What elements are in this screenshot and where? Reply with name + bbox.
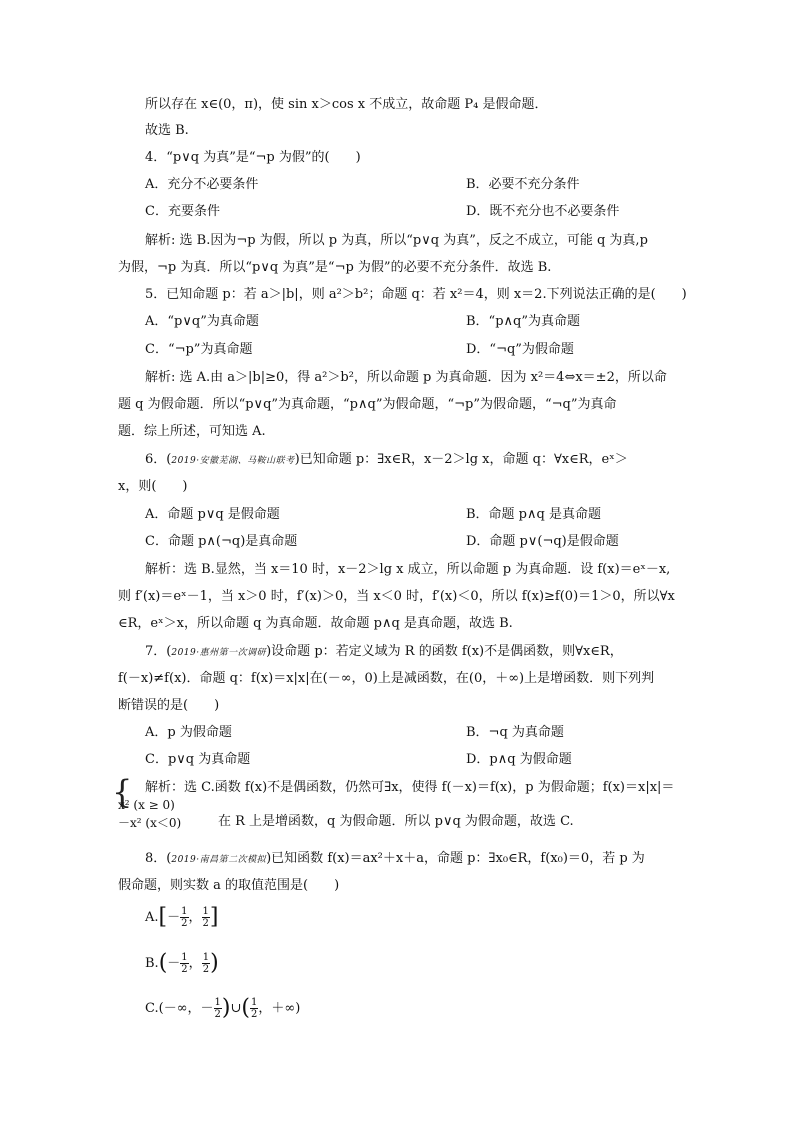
q6-option-a: A．命题 p∨q 是假命题 bbox=[145, 507, 280, 522]
piecewise-case: x² (x ≥ 0) bbox=[118, 798, 175, 812]
question-source: 2019·安徽芜湖、马鞍山联考 bbox=[171, 456, 295, 466]
question-4-stem: 4．“p∨q 为真”是“¬p 为假”的( ) bbox=[145, 150, 361, 165]
question-number: 7．( bbox=[145, 644, 172, 659]
fraction: $\frac{1}{2}$ bbox=[202, 952, 210, 975]
text-line: 故选 B. bbox=[145, 123, 189, 138]
fraction: $\frac{1}{2}$ bbox=[251, 997, 258, 1020]
separator: ， bbox=[188, 910, 202, 925]
option-label: B. bbox=[145, 956, 159, 971]
fraction: $\frac{1}{2}$ bbox=[181, 906, 188, 929]
right-bracket-icon: ] bbox=[209, 904, 219, 930]
separator: ， bbox=[188, 956, 202, 971]
q5-solution: 解析: 选 A.由 a＞|b|≥0，得 a²＞b²，所以命题 p 为真命题．因为 x²＝4⇔x＝±2，所以命 bbox=[145, 370, 667, 385]
q4-option-a: A．充分不必要条件 bbox=[145, 177, 259, 192]
minus-sign: － bbox=[167, 910, 181, 925]
question-text: )已知命题 p：∃x∈R，x－2＞lg x，命题 q：∀x∈R，eˣ＞ bbox=[294, 452, 628, 467]
fraction: $\frac{1}{2}$ bbox=[181, 952, 188, 975]
q5-solution: 题 q 为假命题．所以“p∨q”为真命题，“p∧q”为假命题，“¬p”为假命题，“¬q”为真命 bbox=[118, 397, 617, 412]
q8-option-a bbox=[145, 906, 219, 929]
question-text: )设命题 p：若定义域为 R 的函数 f(x)不是偶函数，则∀x∈R， bbox=[266, 644, 623, 659]
question-source: 2019·惠州第一次调研 bbox=[171, 648, 267, 658]
question-7-stem: 断错误的是( ) bbox=[118, 698, 220, 713]
q7-option-a: A．p 为假命题 bbox=[145, 725, 232, 740]
left-paren-icon: ( bbox=[158, 950, 168, 976]
left-brace-icon: { bbox=[112, 773, 133, 811]
q4-solution: 为假，¬p 为真．所以“p∨q 为真”是“¬p 为假”的必要不充分条件．故选 B. bbox=[118, 260, 552, 275]
q6-option-d: D．命题 p∨(¬q)是假命题 bbox=[466, 534, 619, 549]
q7-option-c: C．p∨q 为真命题 bbox=[145, 752, 251, 767]
right-paren-icon: ) bbox=[221, 995, 231, 1021]
q7-solution: 解析：选 C.函数 f(x)不是偶函数，仍然可∃x，使得 f(－x)＝f(x)，p 为假命题；f(x)＝x|x|＝ bbox=[145, 780, 675, 795]
fraction: $\frac{1}{2}$ bbox=[214, 997, 221, 1020]
piecewise-case: －x² (x＜0) bbox=[118, 816, 182, 830]
q4-option-c: C．充要条件 bbox=[145, 204, 220, 219]
fraction: $\frac{1}{2}$ bbox=[202, 906, 209, 929]
q4-option-b: B．必要不充分条件 bbox=[466, 177, 580, 192]
q5-solution: 题．综上所述，可知选 A. bbox=[118, 424, 266, 439]
question-number: 8．( bbox=[145, 851, 172, 866]
q5-option-b: B．“p∧q”为真命题 bbox=[466, 314, 581, 329]
question-7-stem bbox=[145, 642, 623, 663]
question-5-stem: 5．已知命题 p：若 a＞|b|，则 a²＞b²；命题 q：若 x²＝4，则 x＝2.下列说法正确的是( ) bbox=[145, 287, 687, 302]
right-paren-icon: ) bbox=[210, 950, 219, 976]
option-label: A. bbox=[145, 910, 159, 925]
left-paren-icon: ( bbox=[241, 995, 251, 1021]
question-8-stem bbox=[145, 849, 645, 870]
interval-end: ，＋∞) bbox=[258, 1001, 301, 1016]
q4-solution: 解析: 选 B.因为¬p 为假，所以 p 为真，所以“p∨q 为真”，反之不成立，可能 q 为真,p bbox=[145, 233, 648, 248]
interval-start: (－∞， bbox=[158, 1001, 201, 1016]
option-label: C. bbox=[145, 1001, 159, 1016]
q6-solution: ∈R，eˣ＞x，所以命题 q 为真命题．故命题 p∧q 是真命题，故选 B. bbox=[118, 616, 513, 631]
q5-option-a: A．“p∨q”为真命题 bbox=[145, 314, 259, 329]
left-bracket-icon: [ bbox=[158, 904, 168, 930]
q7-option-d: D．p∧q 为假命题 bbox=[466, 752, 572, 767]
minus-sign: － bbox=[200, 1001, 214, 1016]
question-8-stem: 假命题，则实数 a 的取值范围是( ) bbox=[118, 878, 340, 893]
q6-solution: 则 f′(x)＝eˣ－1，当 x＞0 时，f′(x)＞0，当 x＜0 时，f′(x)＜0，所以 f(x)≥f(0)＝1＞0，所以∀x bbox=[118, 589, 675, 604]
q7-option-b: B．¬q 为真命题 bbox=[466, 725, 564, 740]
question-number: 6．( bbox=[145, 452, 172, 467]
q7-solution: 在 R 上是增函数，q 为假命题．所以 p∨q 为假命题，故选 C. bbox=[218, 814, 574, 829]
q6-solution: 解析：选 B.显然，当 x＝10 时，x－2＞lg x 成立，所以命题 p 为真命题．设 f(x)＝eˣ－x, bbox=[145, 562, 671, 577]
q6-option-c: C．命题 p∧(¬q)是真命题 bbox=[145, 534, 298, 549]
question-6-stem bbox=[145, 450, 628, 471]
q6-option-b: B．命题 p∧q 是真命题 bbox=[466, 507, 601, 522]
union-symbol: ∪ bbox=[230, 1001, 242, 1016]
question-6-stem: x，则( ) bbox=[118, 479, 188, 494]
q8-option-c bbox=[145, 997, 300, 1020]
question-7-stem: f(－x)≠f(x)．命题 q：f(x)＝x|x|在(－∞，0)上是减函数，在(0，＋∞)上是增函数．则下列判 bbox=[118, 671, 655, 686]
q4-option-d: D．既不充分也不必要条件 bbox=[466, 204, 620, 219]
question-source: 2019·南昌第二次模拟 bbox=[171, 855, 267, 865]
text-line: 所以存在 x∈(0，π)，使 sin x＞cos x 不成立，故命题 P₄ 是假命题． bbox=[145, 97, 548, 112]
question-text: )已知函数 f(x)＝ax²＋x＋a，命题 p：∃x₀∈R，f(x₀)＝0，若 p 为 bbox=[266, 851, 645, 866]
q8-option-b bbox=[145, 952, 219, 975]
q5-option-c: C．“¬p”为真命题 bbox=[145, 342, 253, 357]
q5-option-d: D．“¬q”为假命题 bbox=[466, 342, 574, 357]
minus-sign: － bbox=[167, 956, 181, 971]
